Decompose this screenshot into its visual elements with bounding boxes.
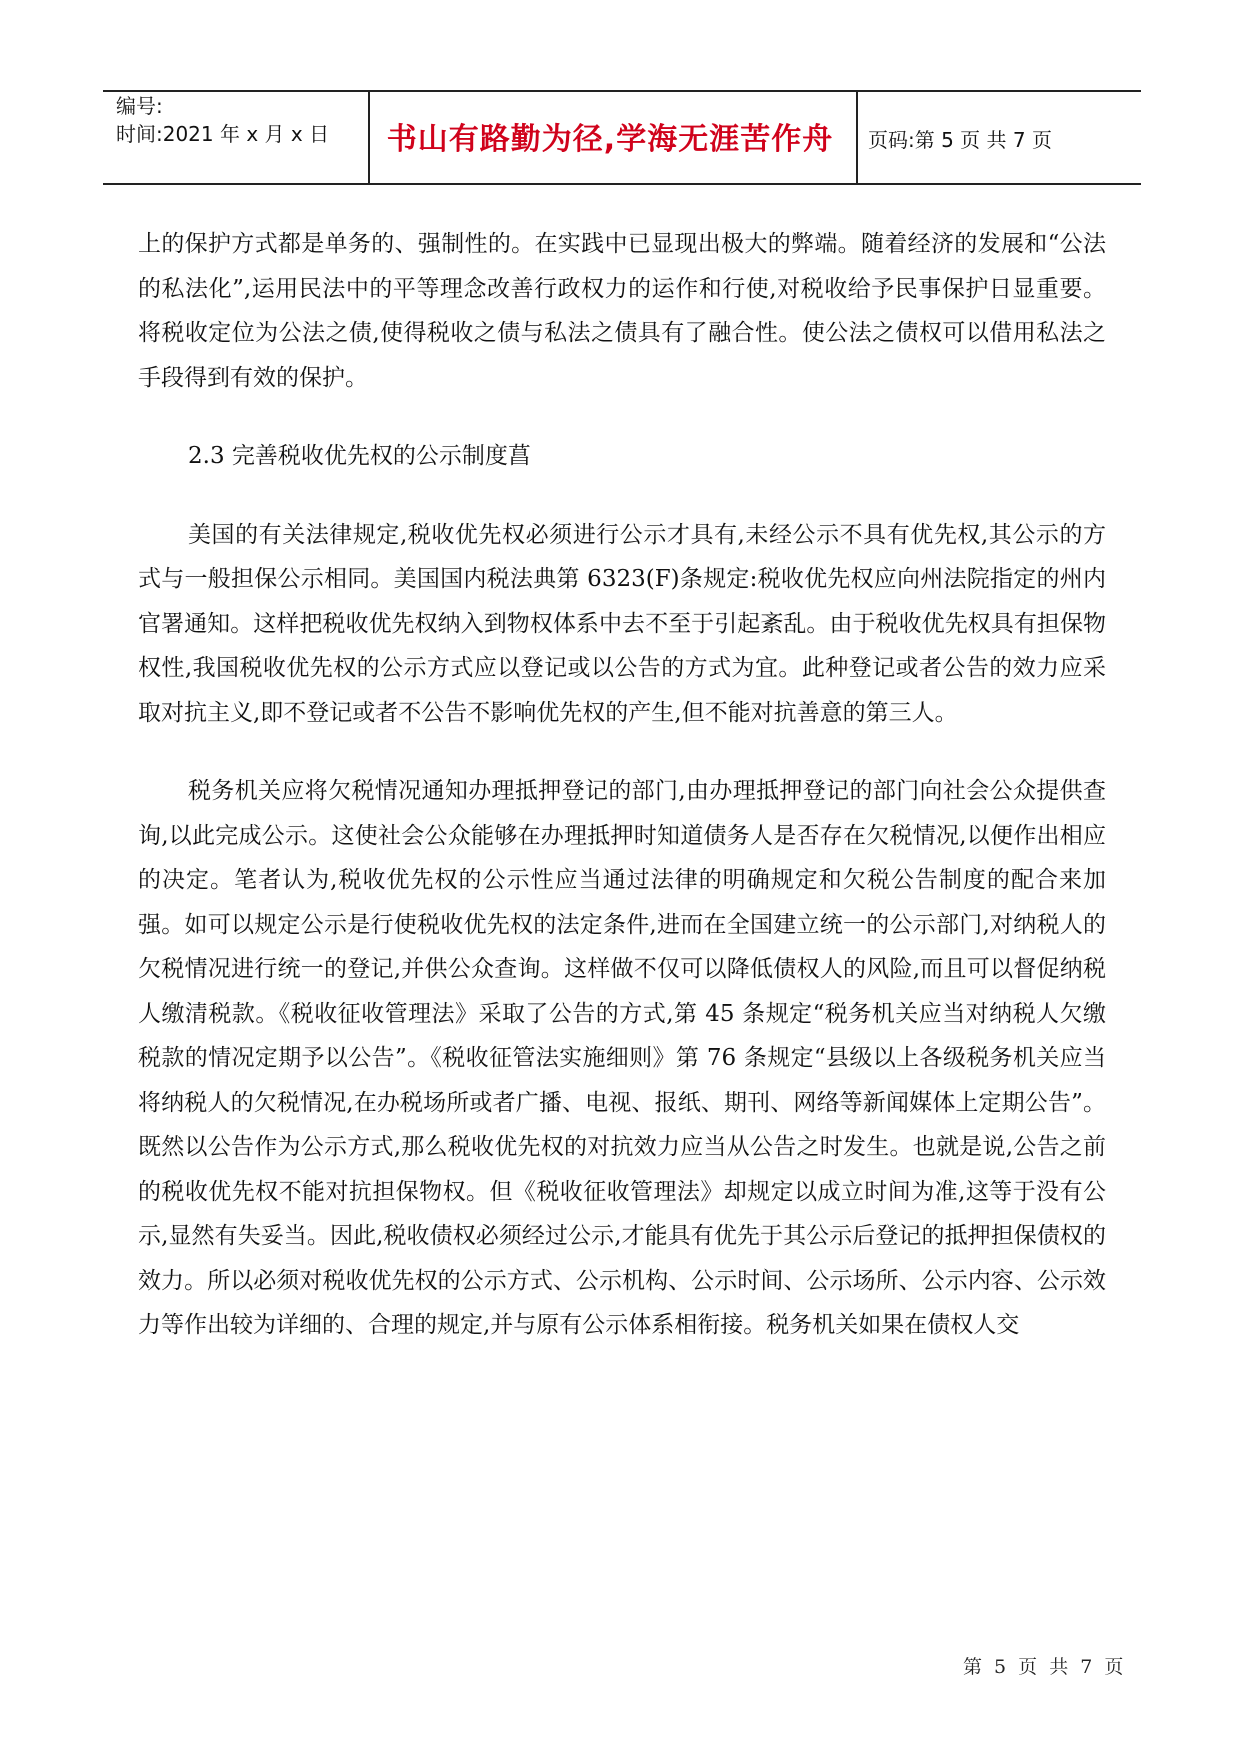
- header-meta: [116, 92, 329, 148]
- header-divider-right: [856, 91, 858, 184]
- paragraph-tax-authority: 税务机关应将欠税情况通知办理抵押登记的部门,由办理抵押登记的部门向社会公众提供查询,以此完成公示。这使社会公众能够在办理抵押时知道债务人是否存在欠税情况,以便作出相应的决定。笔者认为,税收优先权的公示性应当通过法律的明确规定和欠税公告制度的配合来加强。如可以规定公示是行使税收优先权的法定条件,进而在全国建立统一的公示部门,对纳税人的欠税情况进行统一的登记,并供公众查询。这样做不仅可以降低债权人的风险,而且可以督促纳税人缴清税款。《税收征收管理法》采取了公告的方式,第 45 条规定“税务机关应当对纳税人欠缴税款的情况定期予以公告”。《税收征管法实施细则》第 76 条规定“县级以上各级税务机关应当将纳税人的欠税情况,在办税场所或者广播、电视、报纸、期刊、网络等新闻媒体上定期公告”。既然以公告作为公示方式,那么税收优先权的对抗效力应当从公告之时发生。也就是说,公告之前的税收优先权不能对抗担保物权。但《税收征收管理法》却规定以成立时间为准,这等于没有公示,显然有失妥当。因此,税收债权必须经过公示,才能具有优先于其公示后登记的抵押担保债权的效力。所以必须对税收优先权的公示方式、公示机构、公示时间、公示场所、公示内容、公示效力等作出较为详细的、合理的规定,并与原有公示体系相衔接。税务机关如果在债权人交: [138, 778, 1106, 1338]
- header-time-label: 时间:2021 年 x 月 x 日: [116, 122, 330, 146]
- document-body: [138, 222, 1106, 1382]
- header-number-label: 编号:: [116, 94, 163, 118]
- section-heading: 2.3 完善税收优先权的公示制度菖: [188, 443, 531, 469]
- page-footer: 第 5 页 共 7 页: [963, 1656, 1124, 1678]
- header-bottom-rule: [103, 183, 1141, 185]
- paragraph-us-law: 美国的有关法律规定,税收优先权必须进行公示才具有,未经公示不具有优先权,其公示的方式与一般担保公示相同。美国国内税法典第 6323(F)条规定:税收优先权应向州法院指定的州内官署通知。这样把税收优先权纳入到物权体系中去不至于引起紊乱。由于税收优先权具有担保物权性,我国税收优先权的公示方式应以登记或以公告的方式为宜。此种登记或者公告的效力应采取对抗主义,即不登记或者不公告不影响优先权的产生,但不能对抗善意的第三人。: [138, 521, 1106, 726]
- header-motto: 书山有路勤为径,学海无涯苦作舟: [386, 122, 834, 157]
- header-page-label: 页码:第 5 页 共 7 页: [868, 128, 1052, 152]
- paragraph-continued: 上的保护方式都是单务的、强制性的。在实践中已显现出极大的弊端。随着经济的发展和“公法的私法化”,运用民法中的平等理念改善行政权力的运作和行使,对税收给予民事保护日显重要。将税收定位为公法之债,使得税收之债与私法之债具有了融合性。使公法之债权可以借用私法之手段得到有效的保护。: [138, 231, 1106, 391]
